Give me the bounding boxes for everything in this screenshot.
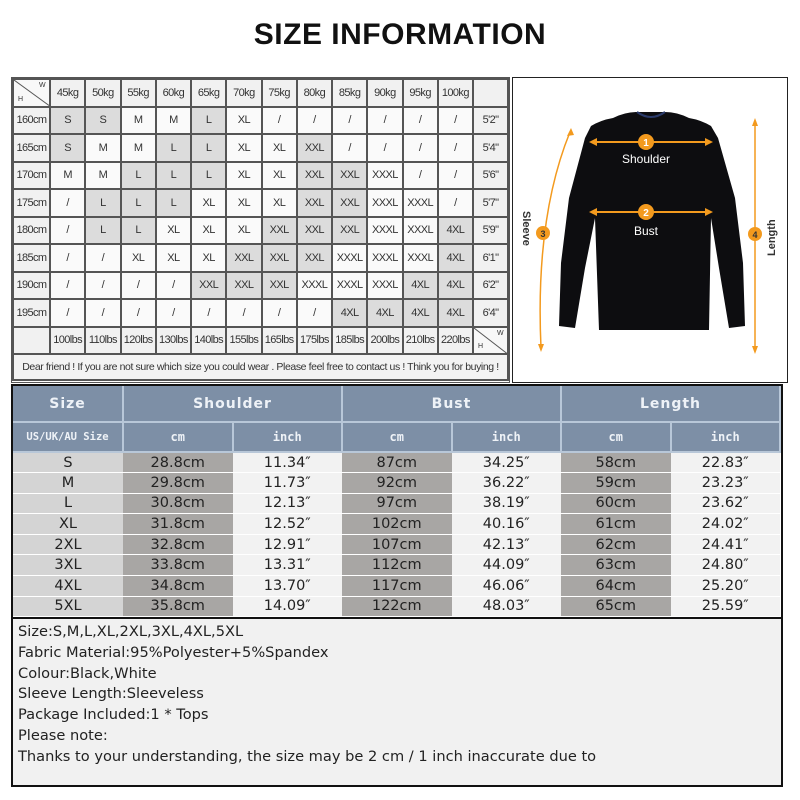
bust-cm-cell: 87cm bbox=[342, 452, 452, 473]
shoulder-in-cell: 11.34″ bbox=[233, 452, 343, 473]
height-ft-label: 5'9" bbox=[473, 217, 508, 245]
weight-kg-header: 90kg bbox=[367, 79, 402, 107]
height-cm-label: 160cm bbox=[13, 107, 50, 135]
header-bust-inch: inch bbox=[452, 422, 562, 452]
size-cell: XXL bbox=[332, 217, 367, 245]
shoulder-cm-cell: 34.8cm bbox=[123, 576, 233, 597]
weight-kg-header: 55kg bbox=[121, 79, 156, 107]
size-cell: L bbox=[191, 107, 226, 135]
size-cell: 4XL bbox=[332, 299, 367, 327]
weight-header-row bbox=[13, 79, 508, 107]
size-cell: XL bbox=[156, 244, 191, 272]
weight-kg-header: 85kg bbox=[332, 79, 367, 107]
height-row bbox=[13, 107, 508, 135]
shoulder-cm-cell: 35.8cm bbox=[123, 596, 233, 617]
size-cell: XL bbox=[13, 514, 123, 535]
size-cell: / bbox=[121, 299, 156, 327]
size-cell: 4XL bbox=[403, 272, 438, 300]
measurement-row bbox=[13, 514, 780, 535]
measurement-row bbox=[13, 596, 780, 617]
size-cell: / bbox=[50, 299, 85, 327]
svg-text:Sleeve: Sleeve bbox=[520, 211, 532, 246]
height-ft-label: 5'2" bbox=[473, 107, 508, 135]
size-cell: XXXL bbox=[403, 217, 438, 245]
height-cm-label: 185cm bbox=[13, 244, 50, 272]
weight-kg-header: 70kg bbox=[226, 79, 261, 107]
empty-cell bbox=[13, 327, 50, 355]
size-cell: XXL bbox=[226, 244, 261, 272]
height-row bbox=[13, 217, 508, 245]
size-cell: XXXL bbox=[367, 162, 402, 190]
size-cell: XL bbox=[262, 162, 297, 190]
shoulder-in-cell: 12.91″ bbox=[233, 534, 343, 555]
page-title: SIZE INFORMATION bbox=[253, 18, 547, 51]
bust-cm-cell: 117cm bbox=[342, 576, 452, 597]
weight-lbs-header: 100lbs bbox=[50, 327, 85, 355]
header-size: Size bbox=[13, 386, 123, 422]
shoulder-in-cell: 13.31″ bbox=[233, 555, 343, 576]
shoulder-cm-cell: 31.8cm bbox=[123, 514, 233, 535]
size-cell: / bbox=[226, 299, 261, 327]
weight-kg-header: 45kg bbox=[50, 79, 85, 107]
weight-kg-header: 80kg bbox=[297, 79, 332, 107]
size-cell: / bbox=[50, 217, 85, 245]
length-in-cell: 23.62″ bbox=[671, 493, 781, 514]
bust-cm-cell: 107cm bbox=[342, 534, 452, 555]
length-cm-cell: 63cm bbox=[561, 555, 671, 576]
height-axis-label: H bbox=[18, 95, 23, 103]
svg-text:3: 3 bbox=[540, 229, 546, 239]
size-cell: / bbox=[438, 107, 473, 135]
info-note-heading: Please note: bbox=[18, 726, 108, 744]
size-cell: L bbox=[191, 134, 226, 162]
size-recommendation-chart bbox=[11, 77, 510, 383]
size-cell: XXXL bbox=[367, 272, 402, 300]
size-cell: 2XL bbox=[13, 534, 123, 555]
height-ft-label: 6'4" bbox=[473, 299, 508, 327]
shoulder-cm-cell: 32.8cm bbox=[123, 534, 233, 555]
size-cell: S bbox=[85, 107, 120, 135]
size-cell: L bbox=[156, 189, 191, 217]
measurement-row bbox=[13, 534, 780, 555]
length-in-cell: 25.20″ bbox=[671, 576, 781, 597]
size-cell: / bbox=[262, 107, 297, 135]
header-length-inch: inch bbox=[671, 422, 781, 452]
weight-lbs-row bbox=[13, 327, 508, 355]
height-ft-label: 5'6" bbox=[473, 162, 508, 190]
size-cell: XXL bbox=[226, 272, 261, 300]
size-cell: / bbox=[438, 162, 473, 190]
size-cell: XL bbox=[262, 189, 297, 217]
size-cell: / bbox=[438, 189, 473, 217]
weight-kg-header: 100kg bbox=[438, 79, 473, 107]
height-row bbox=[13, 134, 508, 162]
length-in-cell: 23.23″ bbox=[671, 473, 781, 494]
size-cell: XL bbox=[226, 107, 261, 135]
length-in-cell: 24.41″ bbox=[671, 534, 781, 555]
size-cell: XXL bbox=[297, 134, 332, 162]
measurement-row bbox=[13, 576, 780, 597]
shoulder-cm-cell: 30.8cm bbox=[123, 493, 233, 514]
size-cell: / bbox=[403, 107, 438, 135]
height-ft-label: 5'4" bbox=[473, 134, 508, 162]
size-cell: XXL bbox=[297, 189, 332, 217]
shirt-illustration bbox=[513, 78, 789, 384]
size-cell: XXXL bbox=[403, 189, 438, 217]
size-cell: XXL bbox=[262, 217, 297, 245]
height-row bbox=[13, 272, 508, 300]
size-cell: XXL bbox=[297, 217, 332, 245]
header-shoulder: Shoulder bbox=[123, 386, 342, 422]
bust-cm-cell: 112cm bbox=[342, 555, 452, 576]
shoulder-in-cell: 11.73″ bbox=[233, 473, 343, 494]
height-cm-label: 170cm bbox=[13, 162, 50, 190]
bust-cm-cell: 92cm bbox=[342, 473, 452, 494]
size-cell: XXXL bbox=[403, 244, 438, 272]
header-bust: Bust bbox=[342, 386, 561, 422]
size-cell: / bbox=[367, 134, 402, 162]
length-cm-cell: 65cm bbox=[561, 596, 671, 617]
measurement-row bbox=[13, 473, 780, 494]
bust-cm-cell: 122cm bbox=[342, 596, 452, 617]
bust-in-cell: 48.03″ bbox=[452, 596, 562, 617]
size-cell: L bbox=[121, 189, 156, 217]
height-ft-label: 6'2" bbox=[473, 272, 508, 300]
weight-lbs-header: 185lbs bbox=[332, 327, 367, 355]
length-in-cell: 24.80″ bbox=[671, 555, 781, 576]
size-cell: / bbox=[156, 299, 191, 327]
size-cell: / bbox=[85, 244, 120, 272]
height-row bbox=[13, 189, 508, 217]
bust-in-cell: 40.16″ bbox=[452, 514, 562, 535]
size-cell: / bbox=[403, 162, 438, 190]
size-cell: XXL bbox=[297, 244, 332, 272]
size-cell: / bbox=[297, 107, 332, 135]
size-cell: XXXL bbox=[297, 272, 332, 300]
height-row bbox=[13, 244, 508, 272]
size-cell: / bbox=[85, 272, 120, 300]
measurement-row bbox=[13, 452, 780, 473]
size-cell: M bbox=[13, 473, 123, 494]
weight-lbs-header: 130lbs bbox=[156, 327, 191, 355]
size-cell: 5XL bbox=[13, 596, 123, 617]
length-cm-cell: 64cm bbox=[561, 576, 671, 597]
size-cell: S bbox=[13, 452, 123, 473]
size-cell: L bbox=[13, 493, 123, 514]
height-cm-label: 180cm bbox=[13, 217, 50, 245]
length-cm-cell: 58cm bbox=[561, 452, 671, 473]
size-cell: XXL bbox=[262, 272, 297, 300]
size-cell: / bbox=[367, 107, 402, 135]
length-cm-cell: 62cm bbox=[561, 534, 671, 555]
size-cell: L bbox=[121, 217, 156, 245]
size-cell: XL bbox=[226, 217, 261, 245]
bust-in-cell: 34.25″ bbox=[452, 452, 562, 473]
header-shoulder-inch: inch bbox=[233, 422, 343, 452]
weight-lbs-header: 140lbs bbox=[191, 327, 226, 355]
size-cell: / bbox=[297, 299, 332, 327]
size-cell: M bbox=[121, 107, 156, 135]
size-cell: / bbox=[191, 299, 226, 327]
height-cm-label: 165cm bbox=[13, 134, 50, 162]
size-cell: M bbox=[156, 107, 191, 135]
size-cell: M bbox=[50, 162, 85, 190]
size-cell: XXL bbox=[332, 162, 367, 190]
size-cell: XL bbox=[262, 134, 297, 162]
size-cell: / bbox=[50, 272, 85, 300]
length-cm-cell: 59cm bbox=[561, 473, 671, 494]
size-cell: XXXL bbox=[332, 272, 367, 300]
shoulder-in-cell: 13.70″ bbox=[233, 576, 343, 597]
bust-in-cell: 46.06″ bbox=[452, 576, 562, 597]
length-in-cell: 22.83″ bbox=[671, 452, 781, 473]
length-cm-cell: 61cm bbox=[561, 514, 671, 535]
length-in-cell: 24.02″ bbox=[671, 514, 781, 535]
height-cm-label: 190cm bbox=[13, 272, 50, 300]
bust-in-cell: 36.22″ bbox=[452, 473, 562, 494]
svg-text:Bust: Bust bbox=[633, 224, 659, 238]
size-cell: / bbox=[332, 134, 367, 162]
svg-text:4: 4 bbox=[752, 230, 758, 240]
measurement-row bbox=[13, 555, 780, 576]
weight-lbs-header: 220lbs bbox=[438, 327, 473, 355]
info-package: Package Included:1 * Tops bbox=[18, 706, 209, 724]
weight-lbs-header: 110lbs bbox=[85, 327, 120, 355]
shoulder-cm-cell: 28.8cm bbox=[123, 452, 233, 473]
product-info bbox=[11, 617, 783, 787]
bust-in-cell: 44.09″ bbox=[452, 555, 562, 576]
weight-kg-header: 95kg bbox=[403, 79, 438, 107]
weight-kg-header: 75kg bbox=[262, 79, 297, 107]
header-size-region: US/UK/AU Size bbox=[13, 422, 123, 452]
size-cell: / bbox=[438, 134, 473, 162]
measurement-table bbox=[11, 384, 783, 619]
size-cell: XL bbox=[191, 189, 226, 217]
shoulder-cm-cell: 29.8cm bbox=[123, 473, 233, 494]
header-bust-cm: cm bbox=[342, 422, 452, 452]
size-cell: 4XL bbox=[367, 299, 402, 327]
height-row bbox=[13, 299, 508, 327]
weight-axis-label: W bbox=[496, 329, 503, 337]
size-cell: XXL bbox=[332, 189, 367, 217]
size-cell: L bbox=[121, 162, 156, 190]
size-cell: 4XL bbox=[403, 299, 438, 327]
size-cell: 4XL bbox=[438, 244, 473, 272]
weight-lbs-header: 210lbs bbox=[403, 327, 438, 355]
measurement-row bbox=[13, 493, 780, 514]
size-cell: XXXL bbox=[367, 217, 402, 245]
weight-kg-header: 65kg bbox=[191, 79, 226, 107]
height-ft-label: 5'7" bbox=[473, 189, 508, 217]
height-ft-label: 6'1" bbox=[473, 244, 508, 272]
info-note-text: Thanks to your understanding, the size may be 2 cm / 1 inch inaccurate due to bbox=[18, 747, 597, 765]
svg-text:Length: Length bbox=[766, 219, 778, 256]
height-cm-label: 175cm bbox=[13, 189, 50, 217]
info-colour: Colour:Black,White bbox=[18, 664, 157, 682]
corner-cell bbox=[473, 327, 508, 355]
length-cm-cell: 60cm bbox=[561, 493, 671, 514]
bust-in-cell: 38.19″ bbox=[452, 493, 562, 514]
size-cell: XL bbox=[191, 217, 226, 245]
svg-text:1: 1 bbox=[643, 138, 649, 149]
corner-cell bbox=[13, 79, 50, 107]
contact-note: Dear friend ! If you are not sure which size you could wear . Please feel free to contact us ! Think you for buying ! bbox=[13, 354, 508, 380]
header-length: Length bbox=[561, 386, 780, 422]
weight-lbs-header: 175lbs bbox=[297, 327, 332, 355]
info-sizes: Size:S,M,L,XL,2XL,3XL,4XL,5XL bbox=[18, 623, 244, 640]
size-cell: XL bbox=[226, 189, 261, 217]
empty-cell bbox=[473, 79, 508, 107]
svg-text:2: 2 bbox=[643, 208, 649, 219]
size-cell: XXXL bbox=[367, 244, 402, 272]
size-cell: / bbox=[156, 272, 191, 300]
weight-lbs-header: 200lbs bbox=[367, 327, 402, 355]
weight-lbs-header: 120lbs bbox=[121, 327, 156, 355]
size-cell: XL bbox=[226, 134, 261, 162]
size-cell: M bbox=[85, 134, 120, 162]
size-cell: 4XL bbox=[438, 217, 473, 245]
size-cell: XXL bbox=[191, 272, 226, 300]
shoulder-in-cell: 14.09″ bbox=[233, 596, 343, 617]
size-cell: XL bbox=[191, 244, 226, 272]
svg-text:Shoulder: Shoulder bbox=[621, 152, 671, 166]
shoulder-in-cell: 12.13″ bbox=[233, 493, 343, 514]
size-cell: M bbox=[85, 162, 120, 190]
size-cell: 4XL bbox=[438, 299, 473, 327]
size-cell: L bbox=[85, 189, 120, 217]
size-cell: 4XL bbox=[438, 272, 473, 300]
note-row bbox=[13, 354, 508, 380]
weight-lbs-header: 155lbs bbox=[226, 327, 261, 355]
size-cell: / bbox=[262, 299, 297, 327]
garment-diagram bbox=[512, 77, 788, 383]
size-cell: XL bbox=[121, 244, 156, 272]
size-cell: XL bbox=[226, 162, 261, 190]
size-cell: L bbox=[85, 217, 120, 245]
bust-cm-cell: 97cm bbox=[342, 493, 452, 514]
size-cell: XXXL bbox=[332, 244, 367, 272]
info-sleeve: Sleeve Length:Sleeveless bbox=[18, 685, 204, 703]
size-cell: S bbox=[50, 107, 85, 135]
size-cell: / bbox=[403, 134, 438, 162]
weight-kg-header: 60kg bbox=[156, 79, 191, 107]
size-cell: XL bbox=[156, 217, 191, 245]
size-cell: S bbox=[50, 134, 85, 162]
size-cell: 3XL bbox=[13, 555, 123, 576]
height-axis-label: H bbox=[478, 343, 483, 350]
header-shoulder-cm: cm bbox=[123, 422, 233, 452]
shoulder-cm-cell: 33.8cm bbox=[123, 555, 233, 576]
size-cell: L bbox=[191, 162, 226, 190]
size-cell: / bbox=[50, 189, 85, 217]
info-fabric: Fabric Material:95%Polyester+5%Spandex bbox=[18, 643, 329, 661]
bust-cm-cell: 102cm bbox=[342, 514, 452, 535]
size-cell: / bbox=[85, 299, 120, 327]
size-cell: L bbox=[156, 134, 191, 162]
weight-lbs-header: 165lbs bbox=[262, 327, 297, 355]
size-cell: XXL bbox=[297, 162, 332, 190]
size-cell: M bbox=[121, 134, 156, 162]
header-length-cm: cm bbox=[561, 422, 671, 452]
shoulder-in-cell: 12.52″ bbox=[233, 514, 343, 535]
size-cell: / bbox=[332, 107, 367, 135]
length-in-cell: 25.59″ bbox=[671, 596, 781, 617]
bust-in-cell: 42.13″ bbox=[452, 534, 562, 555]
size-cell: XXXL bbox=[367, 189, 402, 217]
weight-axis-label: W bbox=[38, 82, 45, 89]
size-cell: L bbox=[156, 162, 191, 190]
height-cm-label: 195cm bbox=[13, 299, 50, 327]
size-cell: / bbox=[50, 244, 85, 272]
height-row bbox=[13, 162, 508, 190]
weight-kg-header: 50kg bbox=[85, 79, 120, 107]
size-cell: 4XL bbox=[13, 576, 123, 597]
size-cell: XXL bbox=[262, 244, 297, 272]
size-cell: / bbox=[121, 272, 156, 300]
